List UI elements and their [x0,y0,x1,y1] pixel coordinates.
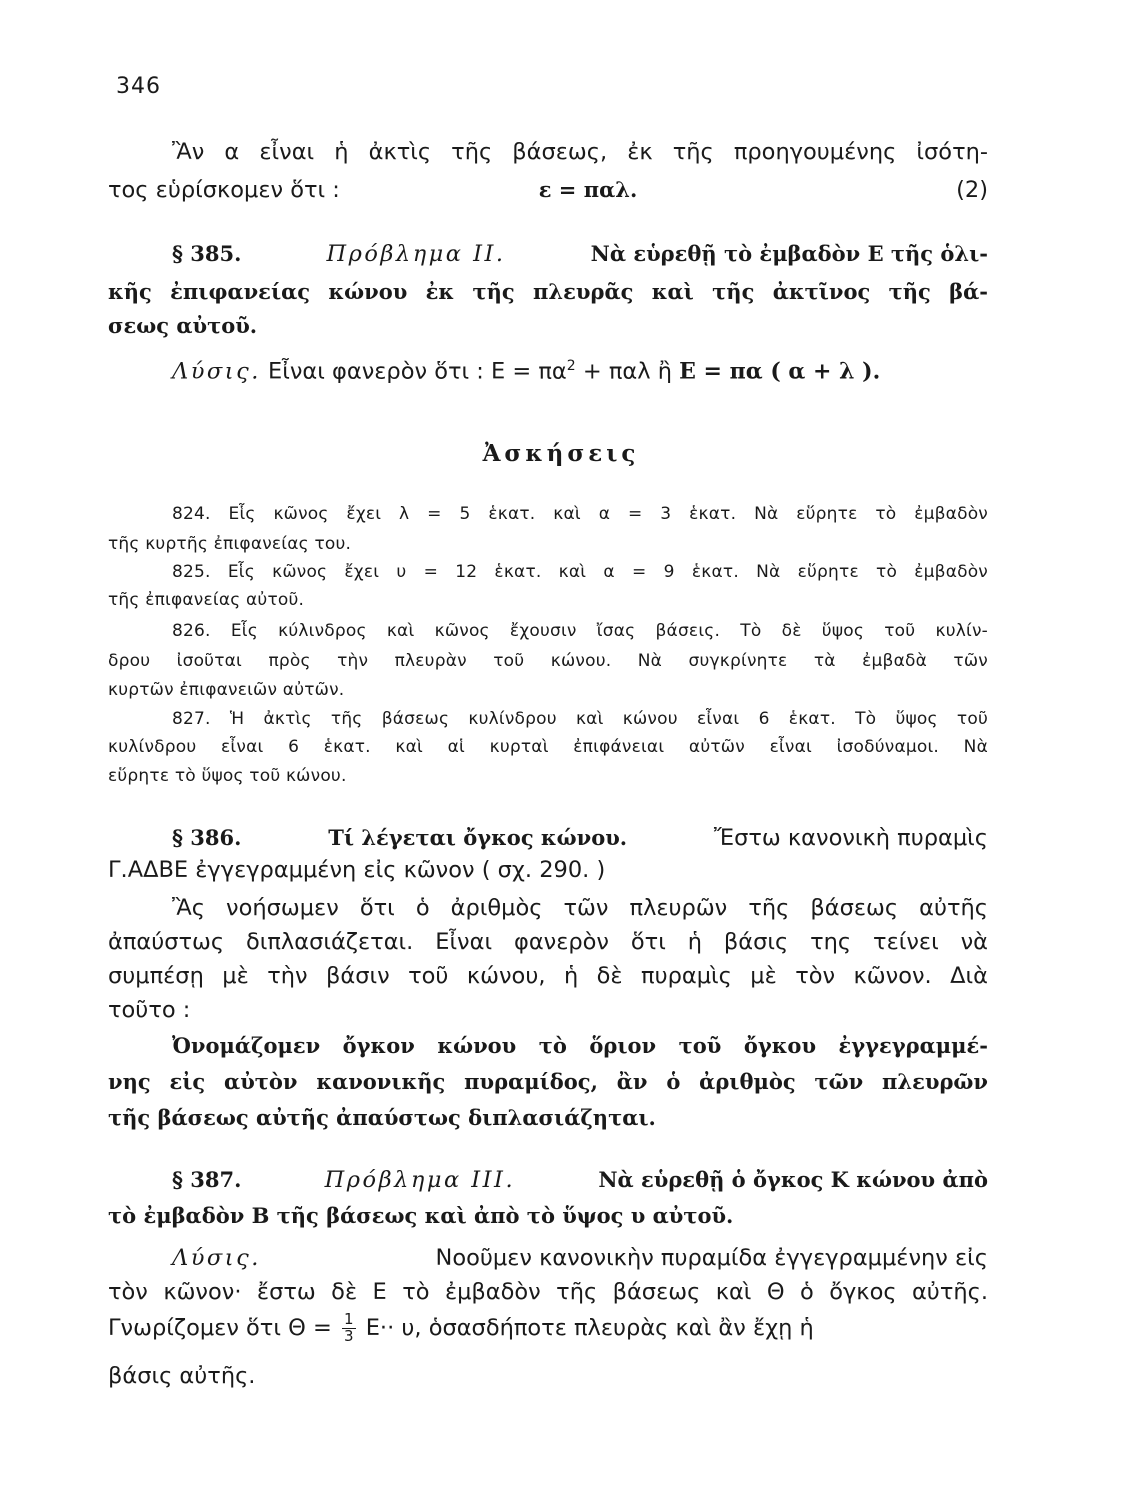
section-385-title-2: κῆς ἐπιφανείας κώνου ἐκ τῆς πλευρᾶς καὶ τῆς ἀκτῖνος τῆς βά- [108,279,988,304]
section-385-mark: § 385. [172,241,242,266]
definition-line-1: Ὀνομάζομεν ὄγκον κώνου τὸ ὅριον τοῦ ὄγκου ἐγγεγραμμέ- [172,1033,988,1058]
solution-exponent: 2 [566,358,576,374]
section-385-solution [172,358,988,385]
fraction-denominator: 3 [344,1326,354,1345]
exercise-825-line-2: τῆς ἐπιφανείας αὐτοῦ. [108,590,305,610]
section-386-line-6: τοῦτο : [108,997,191,1023]
section-386-heading [172,826,988,852]
intro-line-2 [108,178,988,204]
section-385-label: Πρόβλημα ΙΙ. [326,241,506,267]
exercise-826-line-2: δρου ἰσοῦται πρὸς τὴν πλευρὰν τοῦ κώνου. Νὰ συγκρίνητε τὰ ἐμβαδὰ τῶν [108,651,988,671]
intro-line-1: Ἂν α εἶναι ἡ ἀκτὶς τῆς βάσεως, ἐκ τῆς προηγουμένης ἰσότη- [172,139,988,165]
section-385-title-1: Νὰ εὑρεθῇ τὸ ἐμβαδὸν Ε τῆς ὁλι- [590,241,988,266]
exercise-824-line-1: 824. Εἷς κῶνος ἔχει λ = 5 ἑκατ. καὶ α = 3 ἑκατ. Νὰ εὕρητε τὸ ἐμβαδὸν [172,504,988,524]
solution-text: Εἶναι φανερὸν ὅτι : Ε = πα [268,358,567,385]
fraction-one-third [342,1312,356,1345]
section-387-solution-line-2: τὸν κῶνον· ἔστω δὲ Ε τὸ ἐμβαδὸν τῆς βάσεως καὶ Θ ὁ ὄγκος αὐτῆς. [108,1279,988,1305]
section-387-heading [172,1168,988,1194]
page-number: 346 [116,74,161,99]
solution-line-3-start: Γνωρίζομεν ὅτι Θ = [108,1314,332,1341]
section-387-solution-line-4: βάσις αὐτῆς. [108,1363,256,1389]
section-387-mark: § 387. [172,1167,242,1192]
exercise-824-line-2: τῆς κυρτῆς ἐπιφανείας του. [108,534,352,554]
equation-number: (2) [956,177,988,203]
section-386-line-3: Ἂς νοήσωμεν ὅτι ὁ ἀριθμὸς τῶν πλευρῶν τῆς βάσεως αὐτῆς [172,895,988,921]
exercise-826-line-3: κυρτῶν ἐπιφανειῶν αὐτῶν. [108,680,345,700]
solution-label: Λύσις. [172,358,261,385]
section-386-title: Τί λέγεται ὄγκος κώνου. [328,825,628,850]
section-387-solution-line-3 [108,1312,988,1345]
section-385-heading [172,242,988,268]
exercise-826-line-1: 826. Εἷς κύλινδρος καὶ κῶνος ἔχουσιν ἴσας βάσεις. Τὸ δὲ ὕψος τοῦ κυλίν- [172,621,988,641]
intro-line-2-text: τος εὑρίσκομεν ὅτι : [108,177,340,203]
fraction-numerator: 1 [344,1310,354,1328]
intro-formula: ε = παλ. [538,177,638,202]
definition-line-3: τῆς βάσεως αὐτῆς ἀπαύστως διπλασιάζηται. [108,1105,656,1130]
exercise-827-line-3: εὕρητε τὸ ὕψος τοῦ κώνου. [108,766,347,786]
exercises-heading: Ἀσκήσεις [482,440,640,467]
section-386-line-2: Γ.ΑΔΒΕ ἐγγεγραμμένη εἰς κῶνον ( σχ. 290. ) [108,857,606,883]
section-385-title-3: σεως αὐτοῦ. [108,313,258,338]
section-387-title-1: Νὰ εὑρεθῇ ὁ ὄγκος Κ κώνου ἀπὸ [598,1167,988,1192]
section-386-mark: § 386. [172,825,242,850]
exercise-825-line-1: 825. Εἷς κῶνος ἔχει υ = 12 ἑκατ. καὶ α = 9 ἑκατ. Νὰ εὕρητε τὸ ἐμβαδὸν [172,562,988,582]
section-386-line-4: ἀπαύστως διπλασιάζεται. Εἶναι φανερὸν ὅτι ἡ βάσις της τείνει νὰ [108,929,988,955]
section-387-title-2: τὸ ἐμβαδὸν Β τῆς βάσεως καὶ ἀπὸ τὸ ὕψος υ αὐτοῦ. [108,1203,734,1228]
solution-middle: + παλ ἢ [575,358,680,385]
section-387-solution-line-1 [172,1246,988,1272]
section-386-line-1-rest: Ἔστω κανονικὴ πυραμὶς [713,825,988,851]
section-387-label: Πρόβλημα ΙΙΙ. [324,1167,516,1193]
solution-formula: Ε = πα ( α + λ ). [679,358,881,385]
section-386-line-5: συμπέσῃ μὲ τὴν βάσιν τοῦ κώνου, ἡ δὲ πυραμὶς μὲ τὸν κῶνον. Διὰ [108,963,988,989]
exercise-827-line-1: 827. Ἡ ἀκτὶς τῆς βάσεως κυλίνδρου καὶ κώνου εἶναι 6 ἑκατ. Τὸ ὕψος τοῦ [172,709,988,729]
exercise-827-line-2: κυλίνδρου εἶναι 6 ἑκατ. καὶ αἱ κυρταὶ ἐπιφάνειαι αὐτῶν εἶναι ἰσοδύναμοι. Νὰ [108,737,988,757]
section-387-solution-text: Νοοῦμεν κανονικὴν πυραμίδα ἐγγεγραμμένην εἰς [435,1245,988,1271]
section-387-solution-label: Λύσις. [172,1245,261,1271]
solution-line-3-end: Ε·· υ, ὁσασδήποτε πλευρὰς καὶ ἂν ἔχῃ ἡ [365,1314,814,1341]
definition-line-2: νης εἰς αὐτὸν κανονικῆς πυραμίδος, ἂν ὁ ἀριθμὸς τῶν πλευρῶν [108,1069,988,1094]
